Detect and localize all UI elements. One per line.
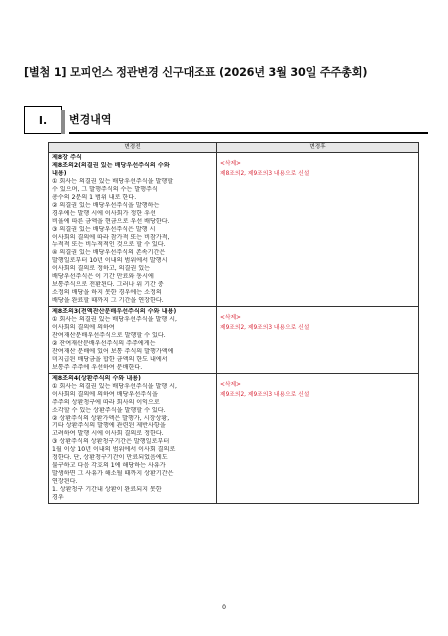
article-text-line: 누적적 또는 비누적적인 것으로 할 수 있다.	[52, 241, 166, 249]
article-text-line: ④ 의결권 있는 배당우선주식의 존속기간은	[52, 249, 166, 257]
article-text-line: 이사회의 결의로 정하고, 의결권 있는	[52, 265, 150, 273]
article-text-line: 비율에 따른 금액을 현금으로 우선 배당한다.	[52, 217, 170, 225]
table-row	[49, 307, 419, 374]
article-text-line: 1월 이상 10년 이내의 범위에서 이사회 결의로	[52, 446, 176, 454]
section-header	[24, 106, 428, 134]
article-heading: 제8조의3(전액잔산분배우선주식의 수와 내용)	[52, 308, 177, 316]
article-text-line: 이사회의 결의에 의하여	[52, 324, 115, 332]
page-number: 0	[222, 604, 226, 611]
deleted-marker: <삭제>	[220, 161, 241, 167]
article-text-line: 경우에는 발행 시에 이사회가 정한 우선	[52, 209, 156, 217]
article-text-line: ② 잔여재산분배우선주식의 주주에게는	[52, 339, 156, 347]
table-header-row	[49, 143, 419, 153]
after-cell	[217, 373, 419, 503]
article-text-line: ③ 상환주식의 상환청구기간은 발행일로부터	[52, 438, 170, 446]
article-text-line: ① 회사는 의결권 있는 배당우선주식을 발행할	[52, 177, 174, 185]
table-row	[49, 153, 419, 307]
article-text-line: 수 있으며, 그 발행주식의 수는 발행주식	[52, 185, 158, 193]
article-heading: 제8장 주식	[52, 154, 82, 161]
deleted-marker: <삭제>	[220, 381, 241, 388]
before-cell	[49, 307, 217, 374]
header-before: 변경전	[49, 143, 217, 153]
article-text-line: 1. 상환청구 기간내 상환이 완료되지 못한	[52, 486, 162, 494]
article-text-line: 기타 상환주식의 발행에 관련된 제반사항을	[52, 422, 166, 430]
article-heading: 내용)	[52, 169, 67, 177]
article-text-line: 미지급된 배당금을 합한 금액의 한도 내에서	[52, 355, 168, 363]
article-text-line: 이사회의 결의에 따라 참가적 또는 비참가적,	[52, 233, 170, 241]
article-text-line: ③ 의결권 있는 배당우선주식은 발행 시	[52, 225, 156, 233]
article-text-line: 불구하고 다음 각호의 1에 해당하는 사유가	[52, 462, 166, 470]
article-text-line: 발행일로부터 10년 이내의 범위에서 발행시	[52, 257, 168, 265]
article-text-line: 보통주식으로 전환된다. 그러나 위 기간 중	[52, 281, 164, 289]
article-text-line: ② 의결권 있는 배당우선주식을 발행하는	[52, 201, 160, 209]
article-text-line: ① 회사는 의결권 있는 배당우선주식을 발행 시,	[52, 316, 177, 324]
article-text-line: 잔여재산 분배에 있어 보통 주식의 발행가액에	[52, 347, 174, 355]
deleted-marker: <삭제>	[220, 315, 241, 322]
article-text-line: 정한다. 단, 상환청구기간이 만료되었음에도	[52, 454, 168, 462]
article-text-line: 발생하면 그 사유가 해소될 때까지 상환기간은	[52, 470, 174, 478]
article-text-line: 총수의 2분의 1 범위 내로 한다.	[52, 193, 137, 201]
article-text-line: 소각할 수 있는 상환주식을 발행할 수 있다.	[52, 406, 166, 414]
change-note: 제9조의2, 제9조의3 내용으로 신설	[220, 391, 310, 398]
article-text-line: ② 상환주식의 상환가액은 발행가, 시장상황,	[52, 414, 170, 422]
document-title: [별첨 1] 모피언스 정관변경 신구대조표 (2026년 3월 30일 주주총회)	[24, 66, 368, 79]
article-text-line: 연장된다.	[52, 478, 78, 486]
header-after: 변경후	[217, 143, 419, 153]
table-row	[49, 373, 419, 503]
article-text-line: 주주의 상환청구에 따라 회사의 이익으로	[52, 398, 160, 406]
article-text-line: 배당우선주식은 이 기간 만료와 동시에	[52, 273, 154, 281]
article-text-line: 보통주 주주에 우선하여 분배한다.	[52, 363, 143, 371]
change-note: 제8조의2, 제9조의3 내용으로 신설	[220, 171, 310, 177]
after-cell	[217, 153, 419, 307]
article-heading: 제8조의4(상환주식의 수와 내용)	[52, 374, 141, 382]
article-heading: 제8조의2(의결권 있는 배당우선주식의 수와	[52, 161, 170, 169]
table-body	[49, 153, 419, 504]
after-cell	[217, 307, 419, 374]
article-text-line: 경우	[52, 494, 64, 502]
change-note: 제9조의2, 제9조의3 내용으로 신설	[220, 325, 310, 332]
section-number: I.	[24, 106, 62, 134]
article-text-line: 이사회의 결의에 의하여 배당우선주식을	[52, 390, 158, 398]
section-title: 변경내역	[69, 108, 428, 134]
before-cell	[49, 373, 217, 503]
article-text-line: 소정의 배당을 하지 못한 경우에는 소정의	[52, 289, 162, 297]
article-text-line: 고려하여 발행 시에 이사회 결의로 정한다.	[52, 430, 164, 438]
before-cell	[49, 153, 217, 307]
article-text-line: 배당을 완료할 때까지 그 기간을 연장한다.	[52, 297, 164, 305]
article-text-line: 잔여재산분배우선주식으로 발행할 수 있다.	[52, 331, 166, 339]
article-text-line: ① 회사는 의결권 있는 배당우선주식을 발행 시,	[52, 382, 177, 390]
comparison-table	[48, 142, 419, 504]
